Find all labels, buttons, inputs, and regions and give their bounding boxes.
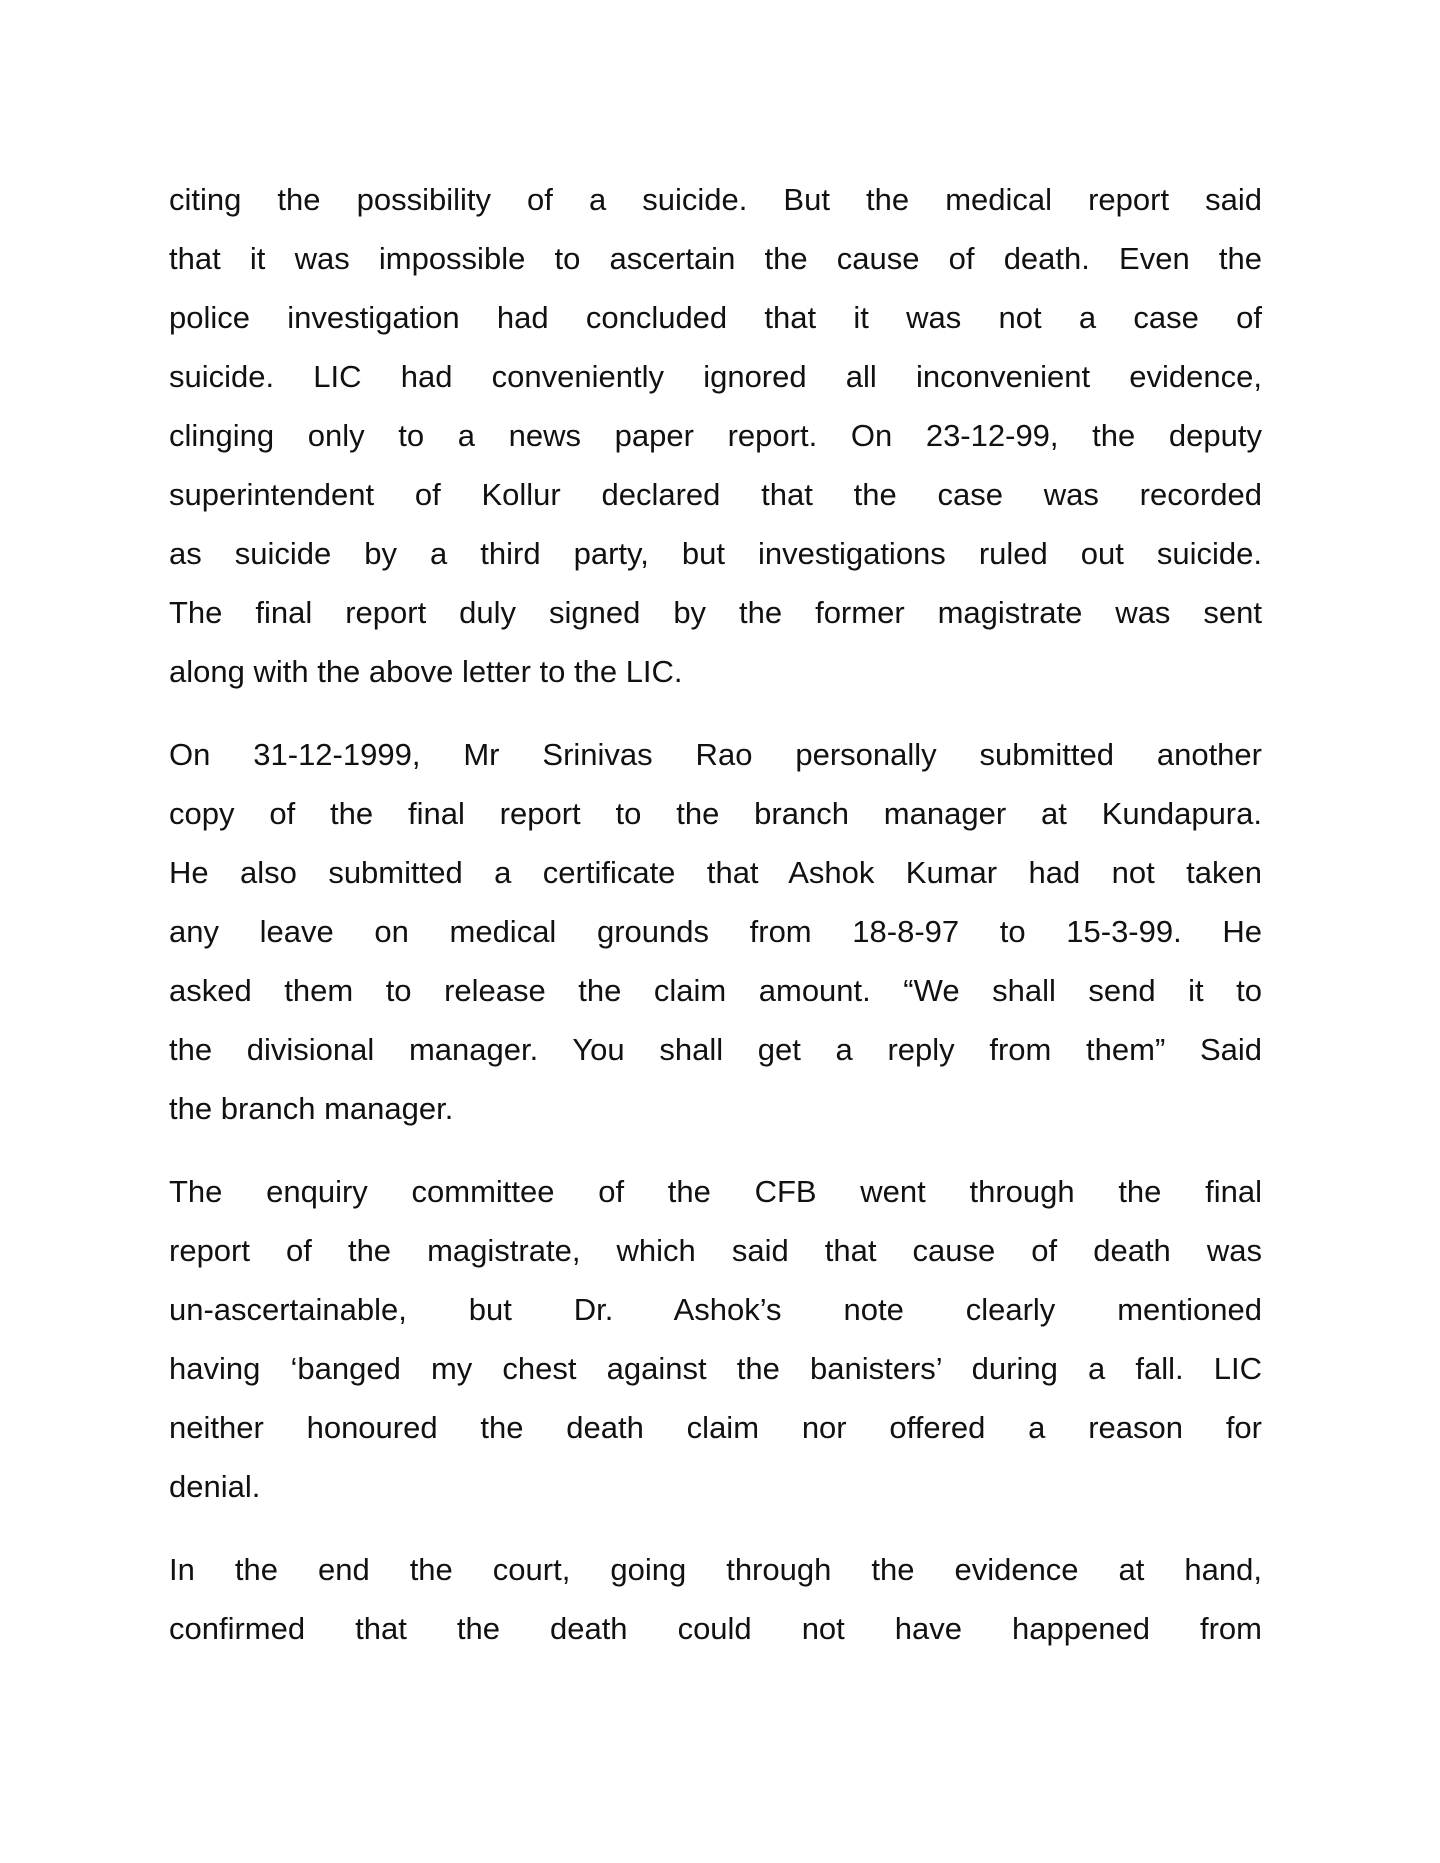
text-line: neither honoured the death claim nor offered a reason for bbox=[169, 1410, 1262, 1445]
paragraph bbox=[169, 1540, 1262, 1658]
paragraph bbox=[169, 1162, 1262, 1516]
text-line: un-ascertainable, but Dr. Ashok’s note clearly mentioned bbox=[169, 1292, 1262, 1327]
text-line: having ‘banged my chest against the banisters’ during a fall. LIC bbox=[169, 1351, 1262, 1386]
text-line: suicide. LIC had conveniently ignored all inconvenient evidence, bbox=[169, 359, 1262, 394]
text-line: On 31-12-1999, Mr Srinivas Rao personally submitted another bbox=[169, 737, 1262, 772]
text-line: the branch manager. bbox=[169, 1091, 454, 1126]
text-line: report of the magistrate, which said that cause of death was bbox=[169, 1233, 1262, 1268]
text-line: police investigation had concluded that it was not a case of bbox=[169, 300, 1262, 335]
text-line: In the end the court, going through the evidence at hand, bbox=[169, 1552, 1262, 1587]
paragraph bbox=[169, 725, 1262, 1138]
text-line: that it was impossible to ascertain the cause of death. Even the bbox=[169, 241, 1262, 276]
text-line: denial. bbox=[169, 1469, 261, 1504]
text-line: He also submitted a certificate that Ashok Kumar had not taken bbox=[169, 855, 1262, 890]
text-line: along with the above letter to the LIC. bbox=[169, 654, 683, 689]
text-line: the divisional manager. You shall get a reply from them” Said bbox=[169, 1032, 1262, 1067]
text-line: confirmed that the death could not have happened from bbox=[169, 1611, 1262, 1646]
text-line: The enquiry committee of the CFB went through the final bbox=[169, 1174, 1262, 1209]
text-line: clinging only to a news paper report. On 23-12-99, the deputy bbox=[169, 418, 1262, 453]
text-line: citing the possibility of a suicide. But the medical report said bbox=[169, 182, 1262, 217]
text-line: as suicide by a third party, but investigations ruled out suicide. bbox=[169, 536, 1262, 571]
text-line: any leave on medical grounds from 18-8-97 to 15-3-99. He bbox=[169, 914, 1262, 949]
text-line: copy of the final report to the branch manager at Kundapura. bbox=[169, 796, 1262, 831]
text-line: superintendent of Kollur declared that the case was recorded bbox=[169, 477, 1262, 512]
text-line: The final report duly signed by the former magistrate was sent bbox=[169, 595, 1262, 630]
document-page bbox=[169, 170, 1262, 1682]
paragraph bbox=[169, 170, 1262, 701]
text-line: asked them to release the claim amount. “We shall send it to bbox=[169, 973, 1262, 1008]
